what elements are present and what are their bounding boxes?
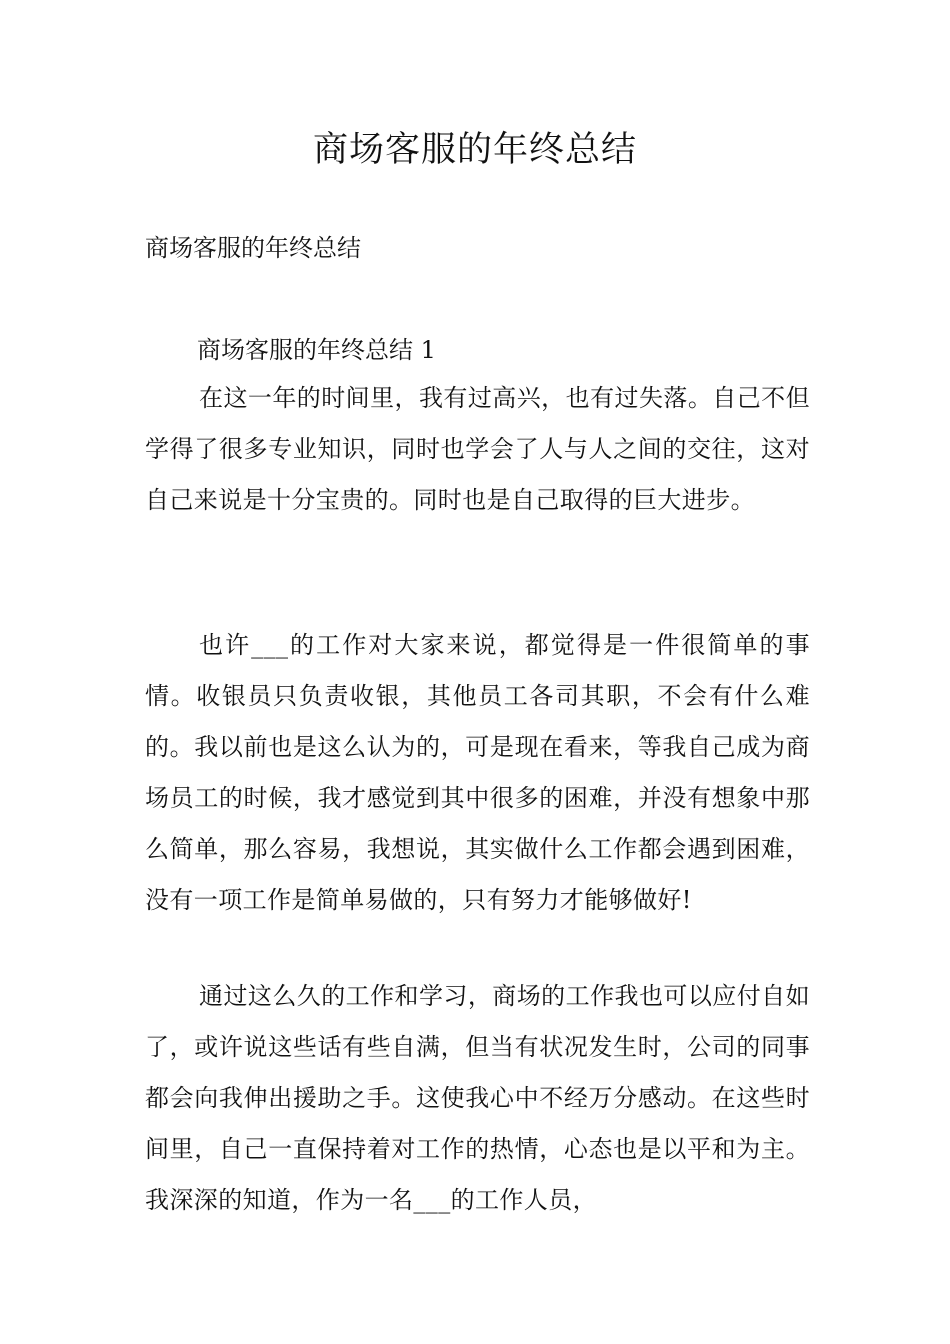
body-paragraph: 也许___的工作对大家来说，都觉得是一件很简单的事情。收银员只负责收银，其他员工各司其职，不会有什么难的。我以前也是这么认为的，可是现在看来，等我自己成为商场员工的时候，我才感觉到其中很多的困难，并没有想象中那么简单，那么容易，我想说，其实做什么工作都会遇到困难，没有一项工作是简单易做的，只有努力才能够做好! [145, 631, 810, 914]
section-heading: 商场客服的年终总结 1 [197, 336, 436, 364]
document-title: 商场客服的年终总结 [312, 130, 637, 170]
body-paragraph: 通过这么久的工作和学习，商场的工作我也可以应付自如了，或许说这些话有些自满，但当有状况发生时，公司的同事都会向我伸出援助之手。这使我心中不经万分感动。在这些时间里，自己一直保持着对工作的热情，心态也是以平和为主。我深深的知道，作为一名___的工作人员， [145, 982, 810, 1214]
body-paragraph: 在这一年的时间里，我有过高兴，也有过失落。自己不但学得了很多专业知识，同时也学会了人与人之间的交往，这对自己来说是十分宝贵的。同时也是自己取得的巨大进步。 [145, 384, 810, 514]
document-subtitle: 商场客服的年终总结 [145, 234, 361, 262]
